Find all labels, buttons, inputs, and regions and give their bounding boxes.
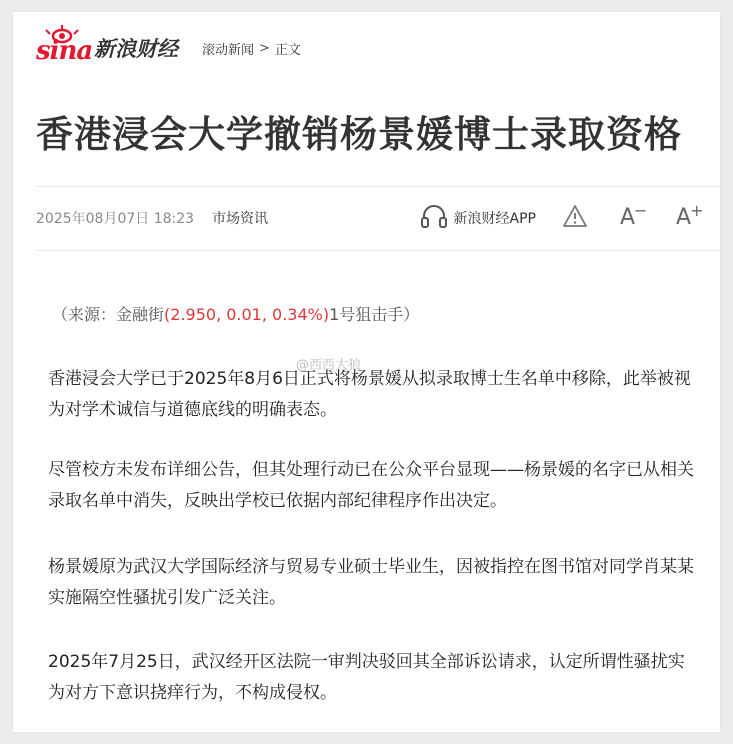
stock-quote[interactable]: (2.950, 0.01, 0.34%)	[164, 305, 330, 324]
font-decrease-button[interactable]	[616, 203, 646, 233]
meta-divider-bottom	[36, 250, 720, 251]
source-prefix: （来源：金融街	[52, 305, 165, 324]
warning-icon	[562, 204, 588, 232]
article-paragraph-1: 香港浸会大学已于2025年8月6日正式将杨景媛从拟录取博士生名单中移除，此举被视为对学术诚信与道德底线的明确表态。	[48, 369, 691, 420]
font-minus-sign: −	[634, 201, 648, 220]
app-label: 新浪财经APP	[453, 211, 536, 227]
channel-link[interactable]: 市场资讯	[212, 211, 269, 227]
report-button[interactable]	[560, 203, 590, 233]
brand-name: 新浪财经	[94, 36, 178, 61]
sina-finance-logo[interactable]	[36, 24, 178, 64]
article-paragraph-4: 2025年7月25日，武汉经开区法院一审判决驳回其全部诉讼请求，认定所谓性骚扰实为对方下意识挠痒行为，不构成侵权。	[48, 652, 685, 703]
font-increase-icon: A	[676, 205, 692, 230]
breadcrumb-section-link[interactable]: 滚动新闻	[202, 42, 255, 58]
publish-date: 2025年08月07日 18:23	[36, 211, 195, 227]
source-suffix: 1号狙击手）	[329, 305, 420, 324]
meta-divider-top	[36, 186, 720, 187]
article-source	[52, 302, 419, 325]
app-link[interactable]	[420, 203, 536, 233]
breadcrumb-current: 正文	[274, 42, 301, 58]
font-increase-button[interactable]	[672, 203, 702, 233]
breadcrumb-separator: >	[259, 40, 270, 56]
article-paragraph-2: 尽管校方未发布详细公告，但其处理行动已在公众平台显现——杨景媛的名字已从相关录取名单中消失，反映出学校已依据内部纪律程序作出决定。	[48, 460, 694, 511]
font-decrease-icon: A	[620, 205, 636, 230]
header-bar	[36, 24, 301, 64]
headphones-icon	[420, 203, 454, 233]
watermark: @西西大狼	[296, 358, 362, 373]
page-title: 香港浸会大学撤销杨景媛博士录取资格	[36, 113, 682, 156]
article-meta	[36, 200, 706, 236]
sina-wordmark: sina	[36, 36, 93, 66]
sina-eye-logo-icon	[36, 24, 93, 66]
breadcrumb	[202, 39, 301, 58]
font-plus-sign: +	[690, 201, 704, 220]
article-toolbar	[420, 200, 702, 236]
article-paragraph-3: 杨景媛原为武汉大学国际经济与贸易专业硕士毕业生，因被指控在图书馆对同学肖某某实施隔空性骚扰引发广泛关注。	[48, 557, 694, 608]
